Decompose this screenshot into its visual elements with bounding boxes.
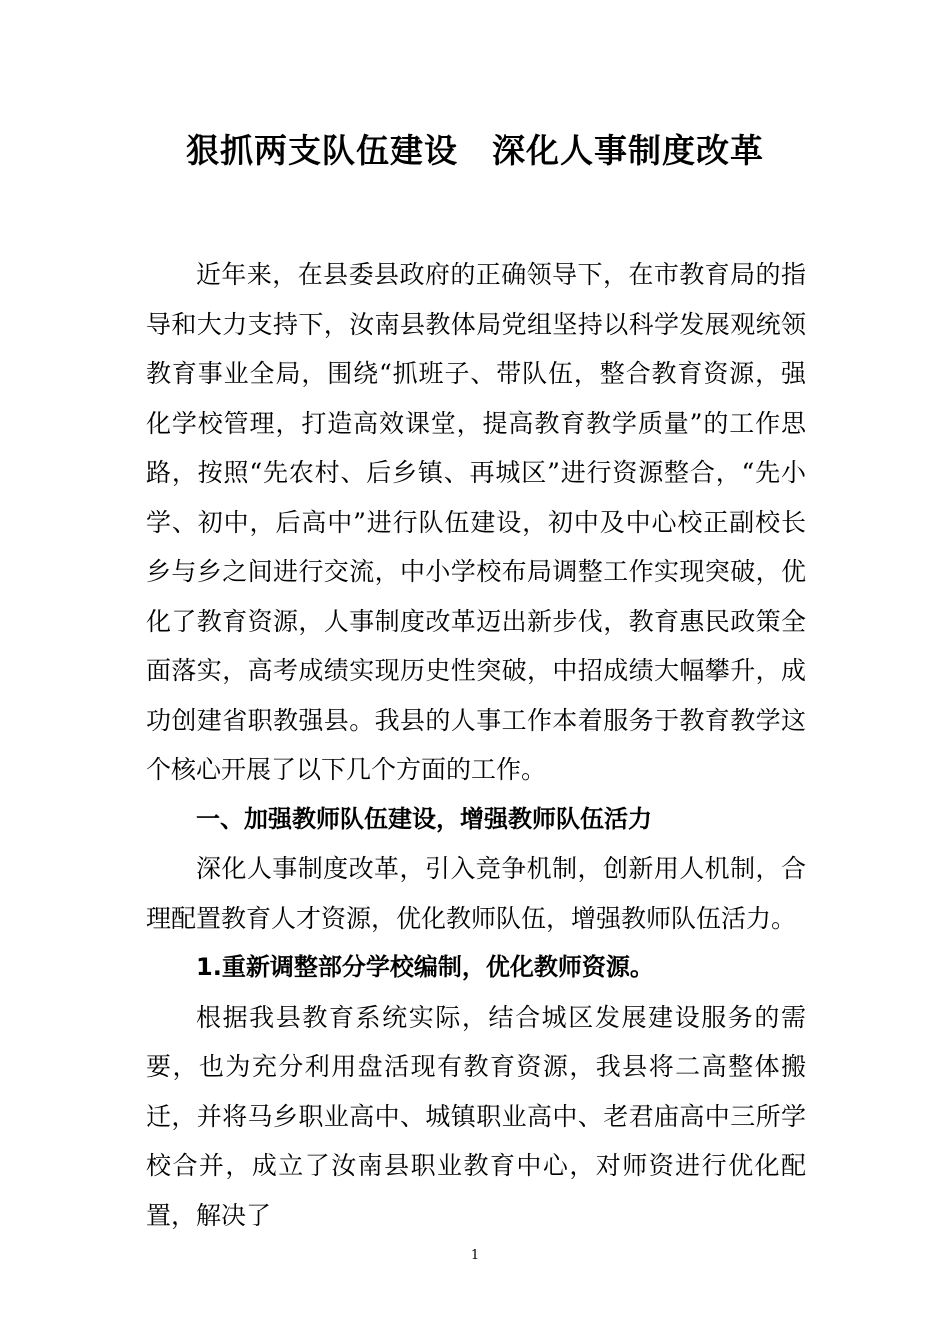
subsection-heading: 1.重新调整部分学校编制，优化教师资源。 <box>196 953 654 981</box>
subsection-paragraph: 根据我县教育系统实际，结合城区发展建设服务的需要，也为充分利用盘活现有教育资源，我县将二高整体搬迁，并将马乡职业高中、城镇职业高中、老君庙高中三所学校合并，成立了汝南县职业教育中心，对师资进行优化配置，解决了 <box>146 1002 806 1230</box>
document-title: 狠抓两支队伍建设 深化人事制度改革 <box>186 131 764 170</box>
page-number: 1 <box>470 1248 480 1263</box>
intro-paragraph: 近年来，在县委县政府的正确领导下，在市教育局的指导和大力支持下，汝南县教体局党组坚持以科学发展观统领教育事业全局，围绕“抓班子、带队伍，整合教育资源，强化学校管理，打造高效课堂，提高教育教学质量”的工作思路，按照“先农村、后乡镇、再城区”进行资源整合，“先小学、初中，后高中”进行队伍建设，初中及中心校正副校长乡与乡之间进行交流，中小学校布局调整工作实现突破，优化了教育资源，人事制度改革迈出新步伐，教育惠民政策全面落实，高考成绩实现历史性突破，中招成绩大幅攀升，成功创建省职教强县。我县的人事工作本着服务于教育教学这个核心开展了以下几个方面的工作。 <box>146 260 806 784</box>
section-heading: 一、加强教师队伍建设，增强教师队伍活力 <box>196 804 652 833</box>
section-paragraph: 深化人事制度改革，引入竞争机制，创新用人机制，合理配置教育人才资源，优化教师队伍，增强教师队伍活力。 <box>146 854 806 933</box>
document-body <box>146 250 806 1240</box>
